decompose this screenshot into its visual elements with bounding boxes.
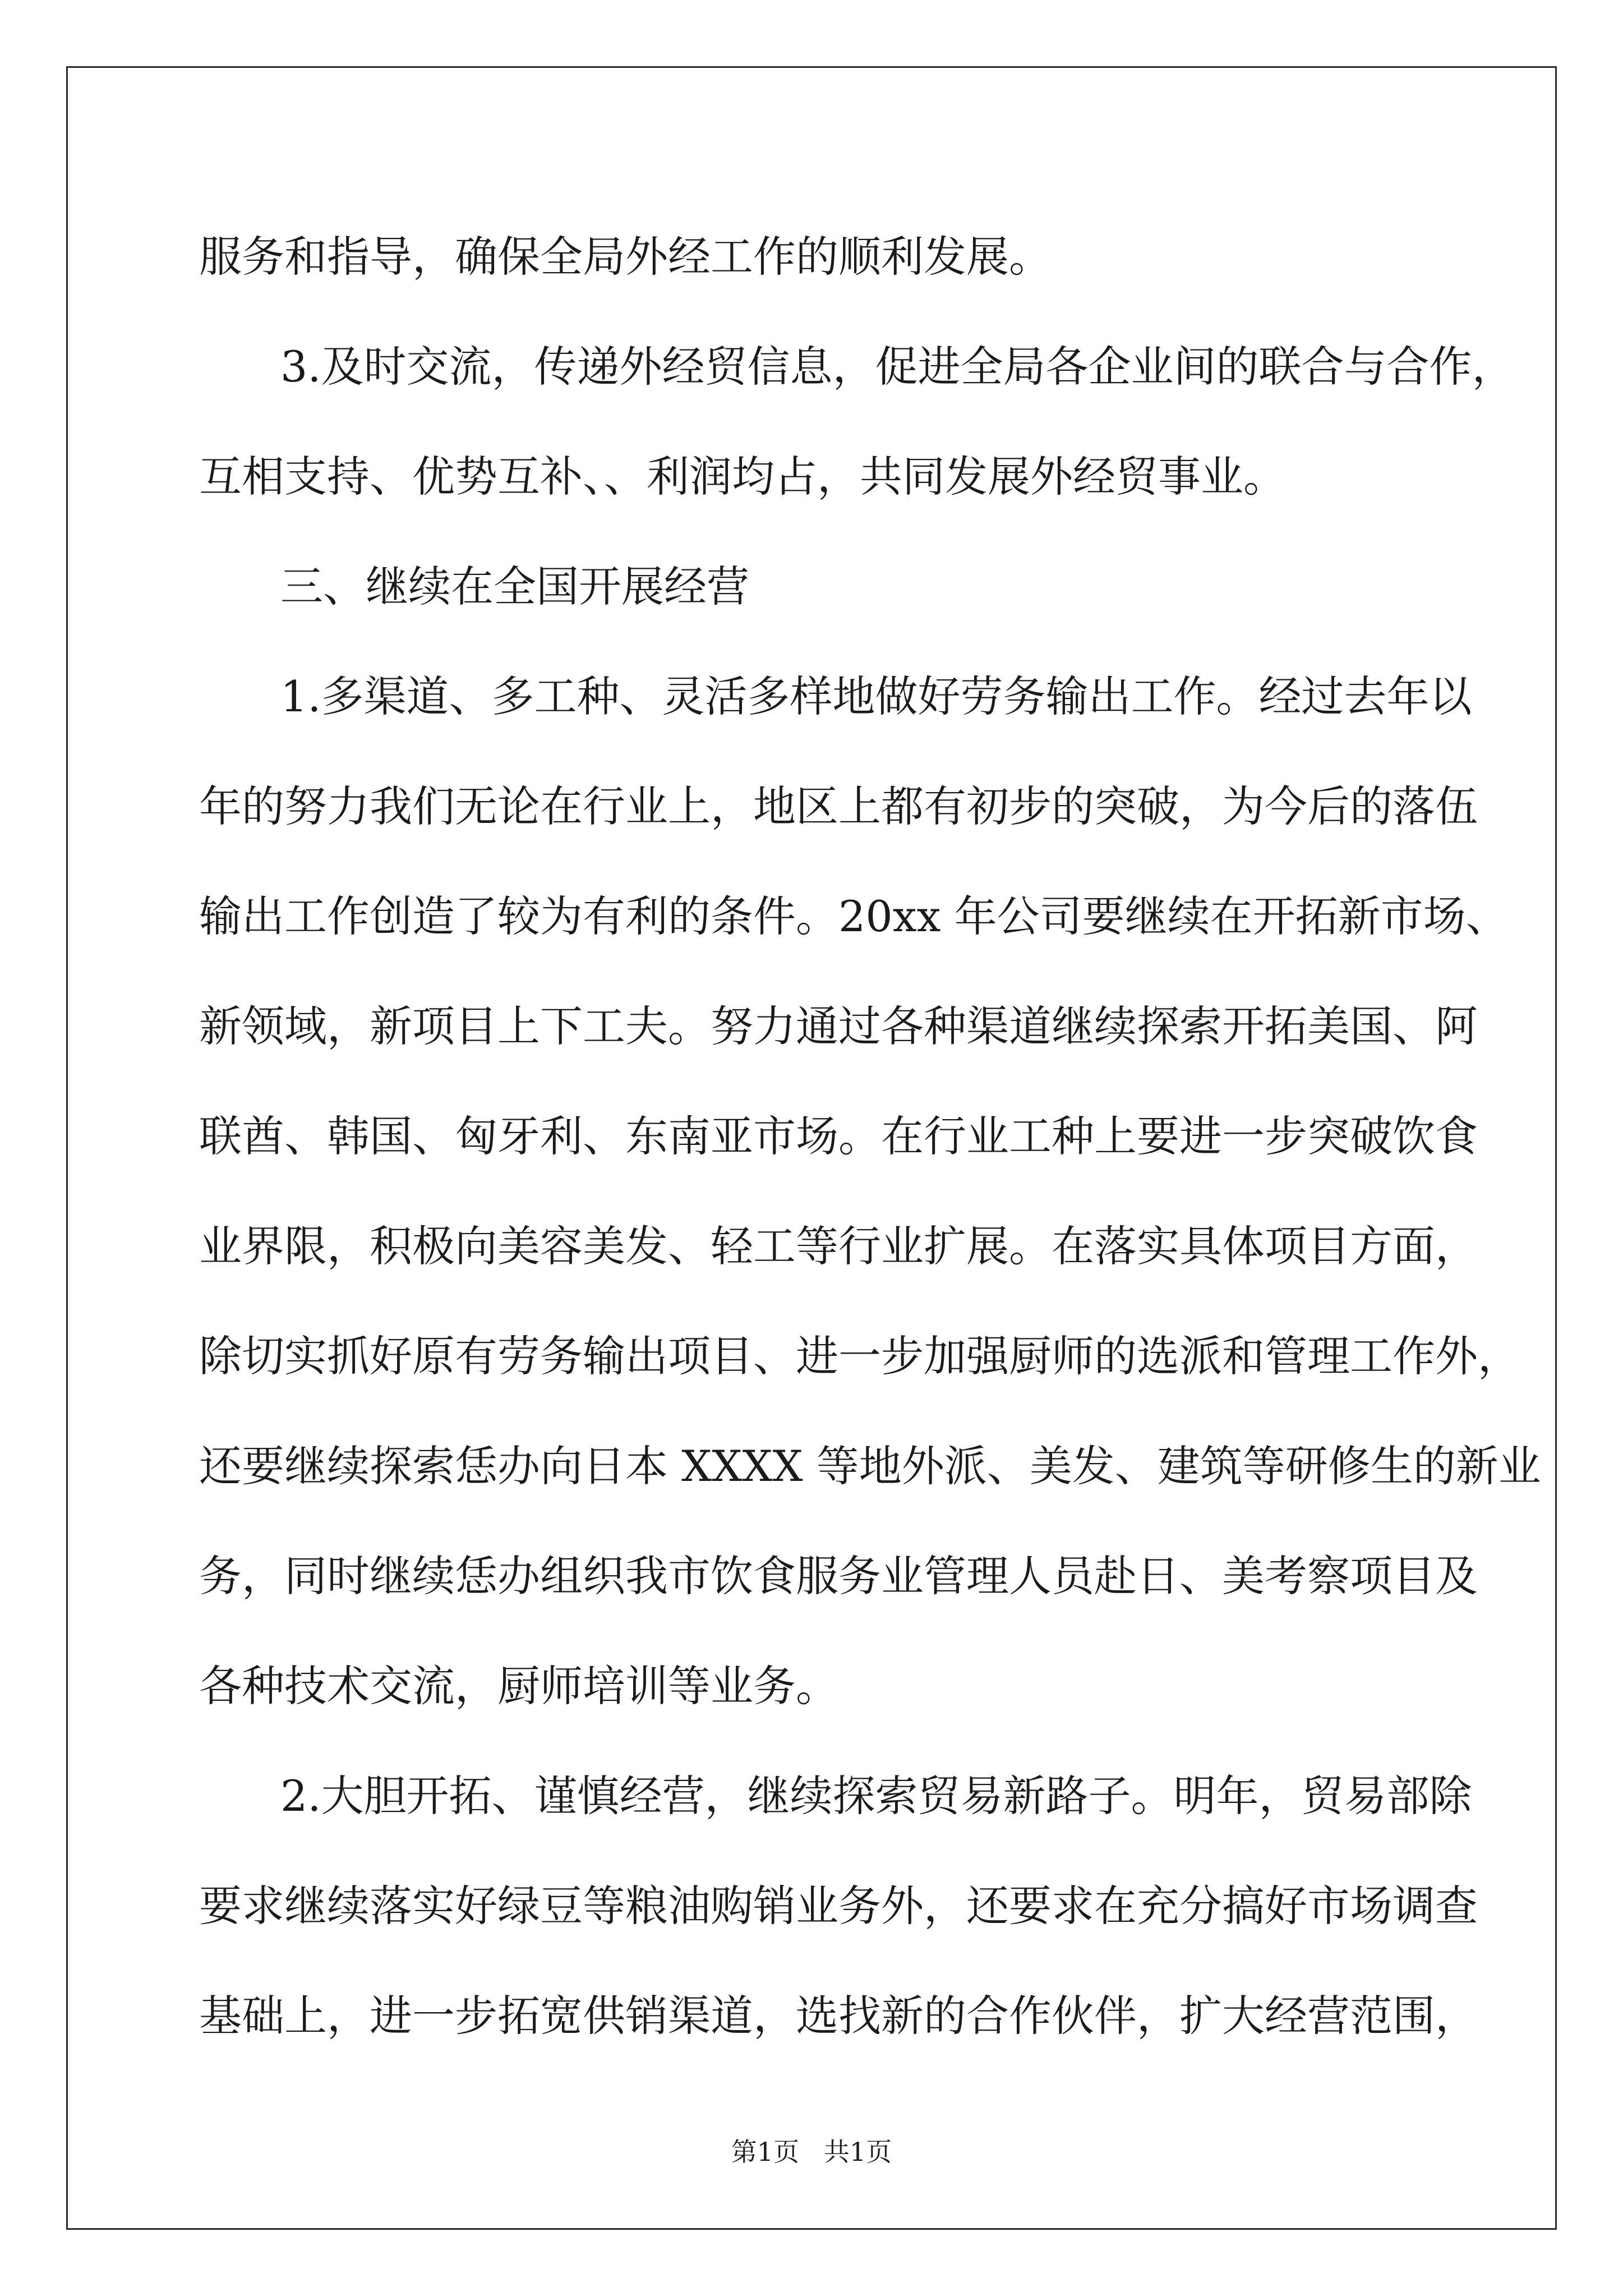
text-line: 务，同时继续恁办组织我市饮食服务业管理人员赴日、美考察项目及	[199, 1551, 1478, 1601]
text-line: 年的努力我们无论在行业上，地区上都有初步的突破，为今后的落伍	[199, 781, 1478, 831]
text-line: 联酋、韩国、匈牙利、东南亚市场。在行业工种上要进一步突破饮食	[199, 1111, 1478, 1161]
text-line: 2.大胆开拓、谨慎经营，继续探索贸易新路子。明年，贸易部除	[280, 1771, 1472, 1821]
document-body	[199, 202, 1541, 2071]
text-line: 业界限，积极向美容美发、轻工等行业扩展。在落实具体项目方面，	[199, 1221, 1478, 1271]
text-line: 要求继续落实好绿豆等粮油购销业务外，还要求在充分搞好市场调查	[199, 1881, 1478, 1931]
text-line: 3.及时交流，传递外经贸信息，促进全局各企业间的联合与合作，	[280, 342, 1515, 392]
text-line: 除切实抓好原有劳务输出项目、进一步加强厨师的选派和管理工作外，	[199, 1331, 1520, 1381]
text-line: 互相支持、优势互补、、利润均占，共同发展外经贸事业。	[199, 452, 1286, 501]
text-line: 输出工作创造了较为有利的条件。20xx 年公司要继续在开拓新市场、	[199, 891, 1509, 941]
text-line: 还要继续探索恁办向日本 XXXX 等地外派、美发、建筑等研修生的新业	[199, 1441, 1541, 1491]
text-line: 基础上，进一步拓宽供销渠道，选找新的合作伙伴，扩大经营范围，	[199, 1991, 1478, 2041]
text-line: 服务和指导，确保全局外经工作的顺利发展。	[199, 232, 1052, 282]
page-footer: 第1页 共1页	[731, 2137, 892, 2167]
text-line: 新领域，新项目上下工夫。努力通过各种渠道继续探索开拓美国、阿	[199, 1001, 1478, 1051]
text-line: 三、继续在全国开展经营	[280, 562, 749, 611]
text-line: 1.多渠道、多工种、灵活多样地做好劳务输出工作。经过去年以	[280, 671, 1472, 721]
text-line: 各种技术交流，厨师培训等业务。	[199, 1661, 838, 1711]
